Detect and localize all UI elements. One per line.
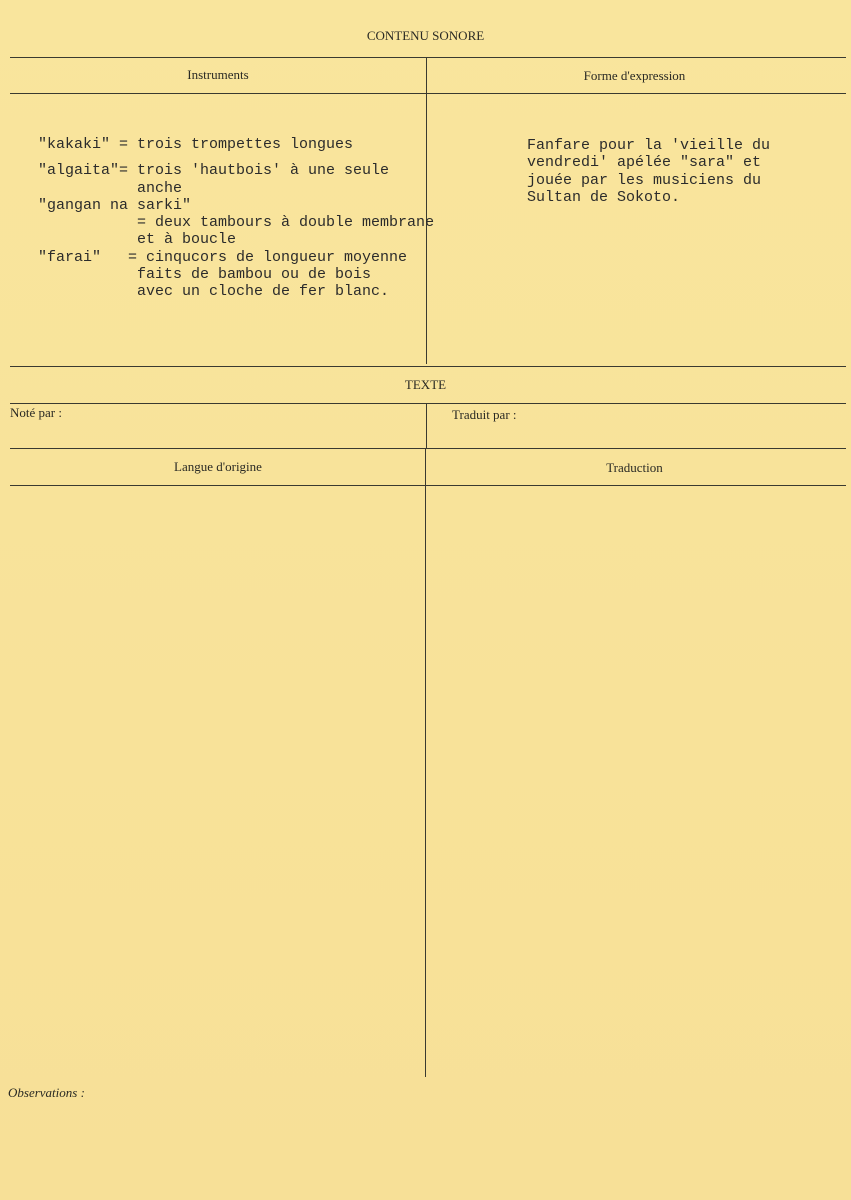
forme-expression-line: vendredi' apélée "sara" et <box>527 154 762 172</box>
column-header-forme-expression: Forme d'expression <box>583 68 686 83</box>
instruments-line <box>38 153 434 162</box>
traduit-par-label: Traduit par : <box>452 407 517 422</box>
column-header-langue-origine: Langue d'origine <box>174 459 262 474</box>
instruments-line: avec un cloche de fer blanc. <box>38 283 390 301</box>
divider <box>10 403 846 404</box>
section-title-texte: TEXTE <box>404 377 447 392</box>
instruments-text <box>38 136 434 301</box>
instruments-line: faits de bambou ou de bois <box>38 266 372 284</box>
divider <box>10 57 846 58</box>
instruments-line: "kakaki" = trois trompettes longues <box>38 136 354 153</box>
instruments-line: "algaita"= trois 'hautbois' à une seule <box>38 162 390 180</box>
divider <box>10 448 846 449</box>
forme-expression-text <box>527 137 770 206</box>
column-divider <box>426 404 427 448</box>
forme-expression-line: Sultan de Sokoto. <box>527 188 681 206</box>
column-header-traduction: Traduction <box>606 460 663 475</box>
forme-expression-line: jouée par les musiciens du <box>527 171 762 189</box>
divider <box>10 485 846 486</box>
forme-expression-line: Fanfare pour la 'vieille du <box>527 137 771 154</box>
divider <box>10 366 846 367</box>
column-header-instruments: Instruments <box>187 67 249 82</box>
divider <box>10 93 846 94</box>
instruments-line: anche <box>38 179 183 197</box>
note-par-label: Noté par : <box>10 405 62 420</box>
column-divider <box>425 449 426 1077</box>
instruments-line: "farai" = cinqucors de longueur moyenne <box>38 248 408 266</box>
observations-label: Observations : <box>8 1085 85 1100</box>
instruments-line: et à boucle <box>38 231 237 249</box>
section-title-contenu-sonore: CONTENU SONORE <box>366 28 485 43</box>
instruments-line: "gangan na sarki" <box>38 196 192 214</box>
instruments-line: = deux tambours à double membrane <box>38 214 435 232</box>
